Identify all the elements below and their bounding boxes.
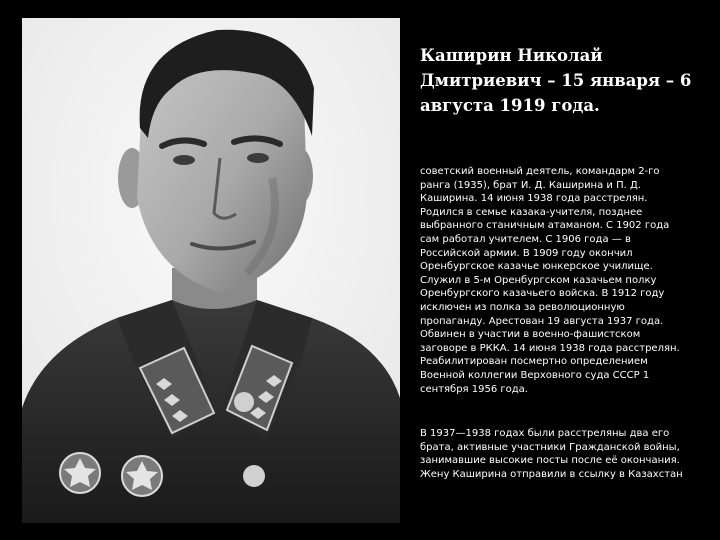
slide-title: Каширин Николай Дмитриевич – 15 января – 6 августа 1919 года. bbox=[420, 46, 692, 115]
portrait-photo bbox=[22, 18, 400, 523]
biography-paragraph: советский военный деятель, командарм 2-го ранга (1935), брат И. Д. Каширина и П. Д. Каширина. 14 июня 1938 года расстрелян. Родился в семье казака-учителя, позднее выбранного станичным атаманом. С 1902 года сам работал учителем. С 1906 года — в Российской армии. В 1909 году окончил Оренбургское казачье юнкерское училище. Служил в 5-м Оренбургском казачьем полку Оренбургского казачьего войска. В 1912 году исключен из полка за революционную пропаганду. Арестован 19 августа 1937 года. Обвинен в участии в военно-фашистском заговоре в РККА. 14 июня 1938 года расстрелян. Реабилитирован посмертно определением Военной коллегии Верховного суда СССР 1 сентября 1956 года. bbox=[420, 166, 680, 395]
family-paragraph: В 1937—1938 годах были расстреляны два его брата, активные участники Гражданской войны, занимавшие высокие посты после её окончания. Жену Каширина отправили в ссылку в Казахстан bbox=[420, 428, 683, 480]
